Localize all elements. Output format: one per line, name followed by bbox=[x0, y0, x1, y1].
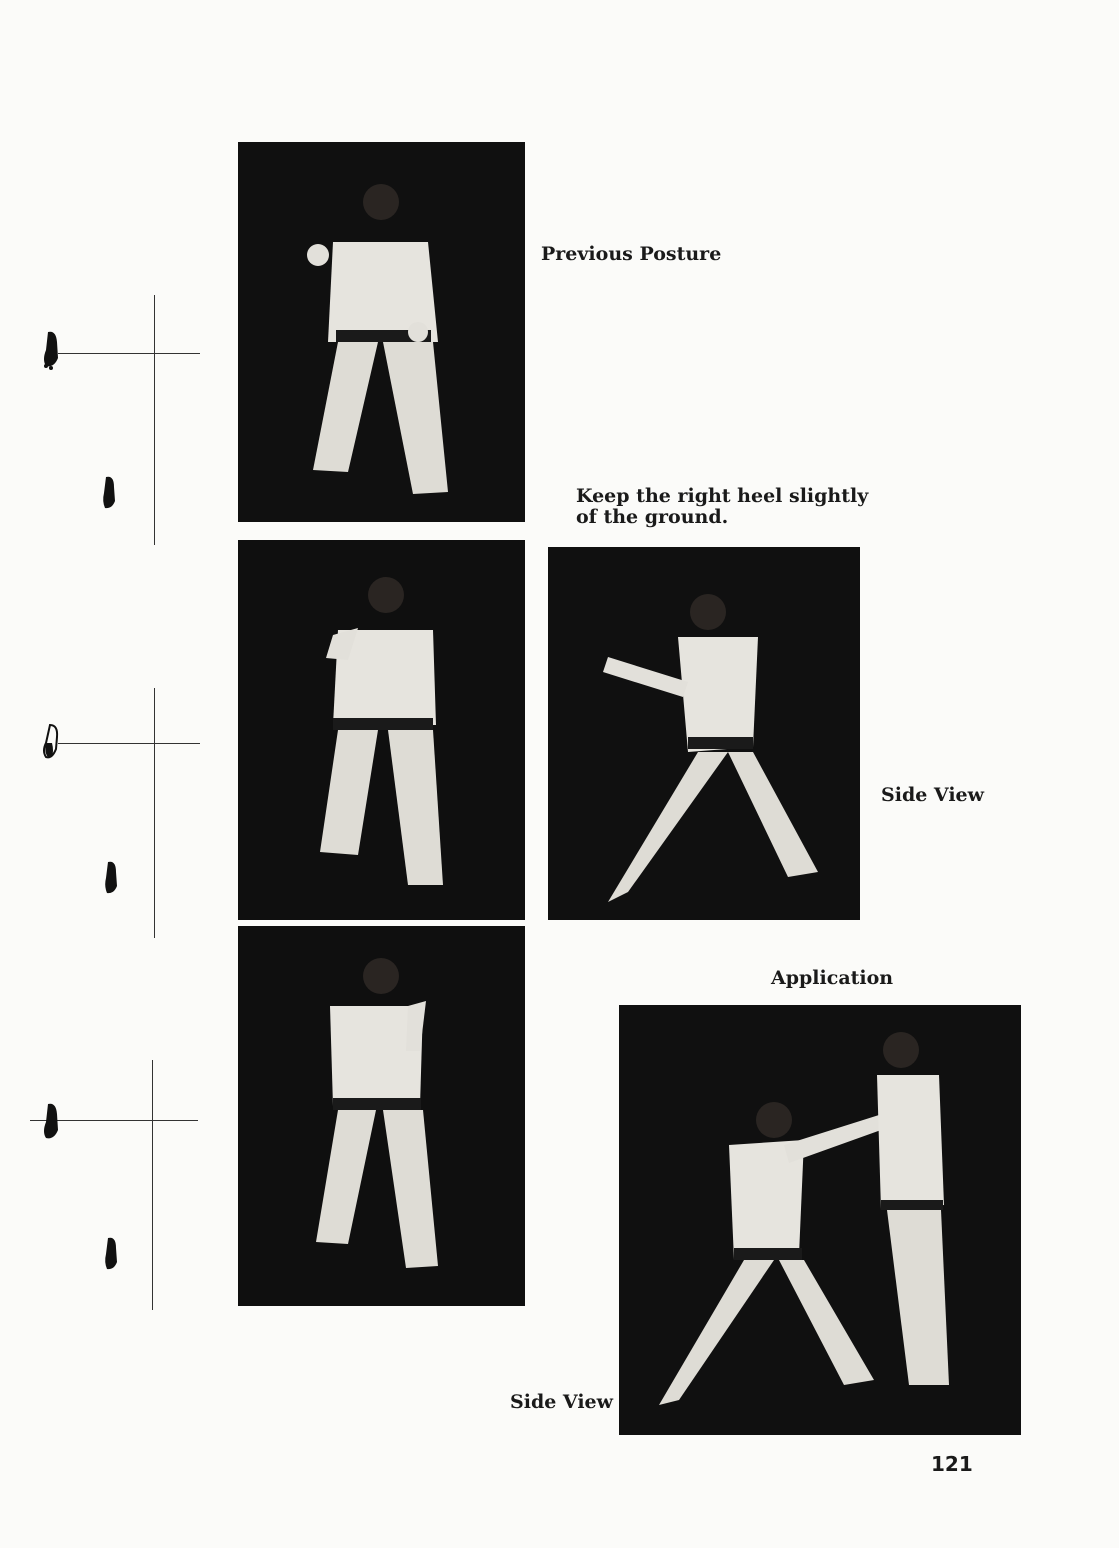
foot-diagram-2 bbox=[30, 688, 205, 943]
previous-posture-photo bbox=[238, 142, 525, 522]
side-view-caption-1: Side View bbox=[881, 784, 984, 806]
step-2-front-photo bbox=[238, 540, 525, 920]
page-number: 121 bbox=[931, 1452, 973, 1476]
foot-right-icon bbox=[102, 1236, 122, 1272]
application-caption: Application bbox=[771, 967, 894, 989]
step-3-front-photo bbox=[238, 926, 525, 1306]
diagram-horizontal-line bbox=[58, 743, 200, 744]
foot-diagram-3 bbox=[28, 1060, 203, 1315]
diagram-vertical-line bbox=[154, 295, 155, 545]
diagram-vertical-line bbox=[154, 688, 155, 938]
foot-right-icon bbox=[102, 860, 122, 896]
foot-right-icon bbox=[100, 475, 120, 511]
step-2-side-photo bbox=[548, 547, 860, 920]
application-photo bbox=[619, 1005, 1021, 1435]
side-view-caption-2: Side View bbox=[510, 1391, 613, 1413]
heel-note-line-2: of the ground. bbox=[576, 506, 729, 528]
foot-left-icon bbox=[40, 330, 64, 370]
heel-note-caption bbox=[576, 486, 876, 528]
foot-left-icon bbox=[40, 1102, 64, 1142]
foot-left-pivot-icon bbox=[40, 723, 64, 763]
foot-diagram-1 bbox=[30, 295, 205, 550]
diagram-vertical-line bbox=[152, 1060, 153, 1310]
diagram-horizontal-line bbox=[58, 353, 200, 354]
heel-note-line-1: Keep the right heel slightly bbox=[576, 485, 869, 507]
previous-posture-caption: Previous Posture bbox=[541, 243, 722, 265]
